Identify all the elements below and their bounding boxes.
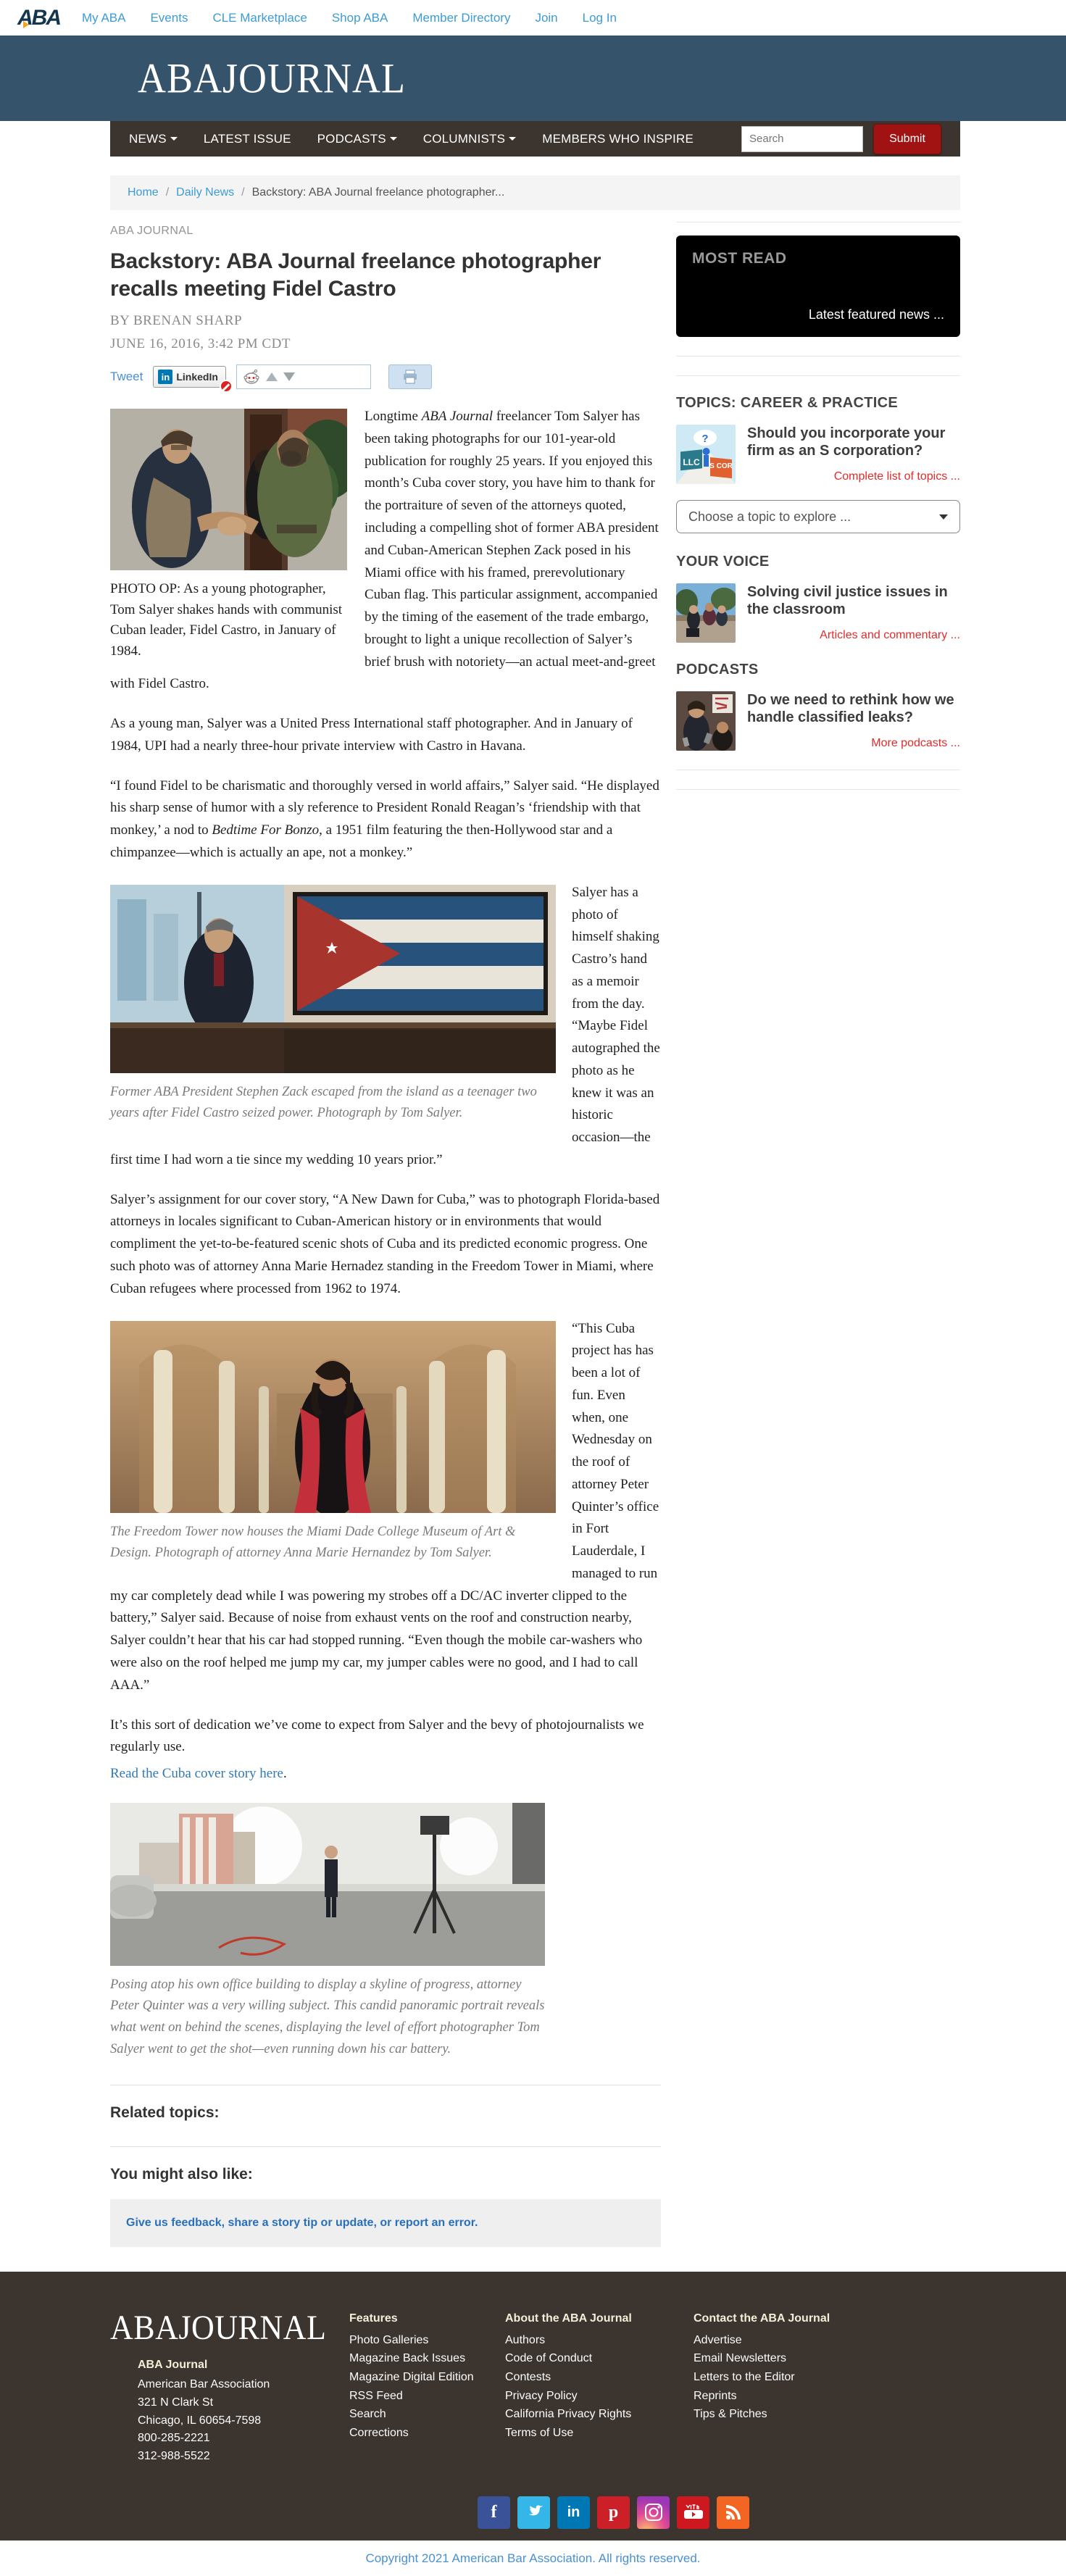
footer-link-tips-pitches[interactable]: Tips & Pitches (694, 2408, 767, 2421)
you-might-also-like-heading: You might also like: (110, 2166, 253, 2183)
main-nav (110, 121, 960, 157)
footer-link-advertise[interactable]: Advertise (694, 2333, 742, 2346)
nav-item-members-who-inspire[interactable] (542, 132, 694, 146)
search-submit-button[interactable]: Submit (873, 124, 941, 154)
rss-icon[interactable] (717, 2496, 749, 2529)
instagram-icon[interactable] (637, 2496, 670, 2529)
aba-logo-triangle-icon (23, 21, 29, 28)
footer-link-photo-galleries[interactable]: Photo Galleries (349, 2333, 429, 2346)
most-read-title: MOST READ (692, 250, 787, 267)
feedback-box (110, 2199, 661, 2247)
footer-column-heading: About the ABA Journal (505, 2312, 632, 2325)
article-date: JUNE 16, 2016, 3:42 PM CDT (110, 336, 291, 352)
paragraph-5: Salyer’s assignment for our cover story, “A New Dawn for Cuba,” was to photograph Florida-based attorneys in locales significant to Cuban-American history or in environments that would compliment the yet-to-be-featured scenic shots of Cuba and its predicted economic progress. One such photo was of attorney Anna Marie Hernadez standing in the Freedom Tower in Miami, where Cuban refugees where processed from 1962 to 1974. (110, 1191, 660, 1296)
nav-item-news-label: NEWS (129, 131, 167, 146)
footer-link-letters-to-the-editor[interactable]: Letters to the Editor (694, 2370, 795, 2383)
podcasts-heading: PODCASTS (676, 662, 759, 678)
utility-link-shop-aba[interactable]: Shop ABA (331, 10, 388, 25)
footer-link-california-privacy-rights[interactable]: California Privacy Rights (505, 2408, 632, 2421)
freedom-tower-image (110, 1321, 556, 1513)
paragraph-2: As a young man, Salyer was a United Press International staff photographer. And in January of 1984, UPI had a nearly three-hour private interview with Castro in Havana. (110, 716, 633, 754)
divider (110, 2146, 661, 2147)
paragraph-1: Longtime ABA Journal freelancer Tom Salyer has been taking photographs for our 101-year-old publication for roughly 25 years. If you enjoyed this month’s Cuba cover story, you have him to thank for the portraiture of seven of the attorneys quoted, including a compelling shot of former ABA president and Cuban-American Stephen Zack posed in his Miami office with his framed, prerevolutionary Cuban flag. This particular assignment, accompanied by the timing of the easement of the trade embargo, brought to light a unique recollection of Salyer’s brief brush with notoriety—an actual meet-and-greet with Fidel Castro. (110, 409, 659, 692)
topic-select[interactable] (676, 500, 960, 533)
downvote-icon[interactable] (283, 372, 295, 381)
photo-caption: The Freedom Tower now houses the Miami Dade College Museum of Art & Design. Photograph of attorney Anna Marie Hernandez by Tom Salyer. (110, 1524, 516, 1561)
feedback-link[interactable]: Give us feedback, share a story tip or update, or report an error. (126, 2217, 478, 2230)
aba-logo-text: ABA (17, 5, 60, 30)
footer-link-magazine-digital-edition[interactable]: Magazine Digital Edition (349, 2370, 474, 2383)
divider (676, 356, 960, 357)
topics-thumbnail[interactable] (676, 425, 736, 484)
youtube-icon[interactable] (677, 2496, 709, 2529)
divider (676, 789, 960, 790)
photo-caption: Posing atop his own office building to display a skyline of progress, attorney Peter Quinter was a very willing subject. This candid panoramic portrait reveals what went on behind the scenes, displaying the level of effort photographer Tom Salyer went to get the shot—even running down his car battery. (110, 1977, 545, 2056)
topics-item-title[interactable]: Should you incorporate your firm as an S corporation? (747, 425, 946, 459)
footer-address-line: Chicago, IL 60654-7598 (138, 2414, 262, 2427)
footer-column-heading: Features (349, 2312, 398, 2325)
footer-link-magazine-back-issues[interactable]: Magazine Back Issues (349, 2352, 466, 2365)
footer-link-email-newsletters[interactable]: Email Newsletters (694, 2352, 787, 2365)
svg-text:S COR: S COR (709, 462, 733, 470)
svg-text:LLC: LLC (683, 457, 700, 467)
breadcrumb-separator: / (241, 186, 245, 199)
share-row (110, 364, 661, 390)
most-read-box (676, 235, 960, 337)
utility-links (82, 11, 617, 25)
utility-link-log-in[interactable]: Log In (582, 10, 617, 25)
footer-address-line: American Bar Association (138, 2378, 270, 2390)
article (110, 222, 661, 2247)
related-topics-heading: Related topics: (110, 2104, 220, 2122)
twitter-icon[interactable] (517, 2496, 550, 2529)
paragraph-7: It’s this sort of dedication we’ve come to expect from Salyer and the bevy of photojournalists we regularly use. (110, 1717, 644, 1755)
footer-about-column (505, 2309, 694, 2466)
footer-link-contests[interactable]: Contests (505, 2370, 551, 2383)
castro-handshake-image (110, 409, 347, 570)
nav-item-news[interactable] (129, 132, 178, 146)
your-voice-item (676, 583, 960, 643)
footer-link-reprints[interactable]: Reprints (694, 2389, 737, 2402)
utility-link-join[interactable]: Join (535, 10, 558, 25)
chevron-down-icon (939, 514, 948, 520)
footer-brand-block (110, 2309, 349, 2466)
nav-item-latest-issue-label: LATEST ISSUE (203, 131, 291, 146)
nav-item-podcasts[interactable] (317, 132, 397, 146)
footer-link-authors[interactable]: Authors (505, 2333, 546, 2346)
paragraph-3: “I found Fidel to be charismatic and thoroughly versed in world affairs,” Salyer said. “He displayed his sharp sense of humor with a sly reference to President Ronald Reagan’s ‘friendship with that monkey,’ a nod to Bedtime For Bonzo, a 1951 film featuring the then-Hollywood star and a chimpanzee—which is actually an ape, not a monkey.” (110, 778, 659, 860)
breadcrumb-current: Backstory: ABA Journal freelance photographer... (251, 186, 505, 199)
utility-nav (0, 0, 1066, 36)
complete-topics-link[interactable]: Complete list of topics ... (833, 470, 960, 483)
your-voice-heading: YOUR VOICE (676, 554, 770, 570)
photo-caption: PHOTO OP: As a young photographer, Tom Salyer shakes hands with communist Cuban leader, Fidel Castro, in January of 1984. (110, 581, 343, 659)
page-title: Backstory: ABA Journal freelance photographer recalls meeting Fidel Castro (110, 249, 601, 301)
topic-select-placeholder: Choose a topic to explore ... (688, 509, 851, 524)
footer-contact-column (694, 2309, 882, 2466)
svg-text:?: ? (701, 433, 709, 445)
footer-address-line: 312-988-5522 (138, 2450, 210, 2463)
photo-caption: Former ABA President Stephen Zack escaped from the island as a teenager two years after Fidel Castro seized power. Photograph by Tom Salyer. (110, 1084, 537, 1121)
sidebar (676, 222, 960, 2247)
footer (0, 2272, 1066, 2540)
footer-address (138, 2356, 349, 2466)
print-icon (402, 370, 418, 384)
facebook-icon[interactable]: f (478, 2496, 510, 2529)
divider (676, 375, 960, 376)
utility-link-member-directory[interactable]: Member Directory (412, 10, 511, 25)
footer-link-corrections[interactable]: Corrections (349, 2426, 409, 2439)
search-input[interactable] (741, 126, 863, 152)
footer-link-privacy-policy[interactable]: Privacy Policy (505, 2389, 578, 2402)
footer-features-column (349, 2309, 505, 2466)
topics-section-heading: TOPICS: CAREER & PRACTICE (676, 395, 899, 411)
abajournal-logo[interactable]: ABAJOURNAL (138, 54, 407, 102)
topics-item (676, 425, 960, 484)
podcasts-item (676, 691, 960, 751)
utility-link-my-aba[interactable]: My ABA (82, 10, 126, 25)
article-byline: BY BRENAN SHARP (110, 313, 243, 329)
articles-commentary-link[interactable]: Articles and commentary ... (820, 628, 960, 641)
nav-item-columnists[interactable] (423, 132, 516, 146)
copyright-bar (0, 2540, 1066, 2576)
photo-zack-flag (110, 885, 556, 1125)
reddit-share-widget[interactable] (236, 364, 371, 389)
pinterest-icon[interactable]: p (597, 2496, 630, 2529)
social-icons-row (188, 2496, 1038, 2529)
linkedin-share-button[interactable] (153, 366, 226, 388)
breadcrumb-home[interactable]: Home (128, 186, 159, 199)
more-podcasts-link[interactable]: More podcasts ... (871, 736, 960, 749)
podcasts-thumbnail[interactable] (676, 691, 736, 751)
tweet-button[interactable]: Tweet (110, 370, 143, 384)
linkedin-icon[interactable]: in (557, 2496, 590, 2529)
chevron-down-icon (170, 137, 178, 141)
footer-address-line: 800-285-2221 (138, 2432, 210, 2445)
nav-item-columnists-label: COLUMNISTS (422, 131, 506, 146)
your-voice-thumbnail[interactable] (676, 583, 736, 643)
blocked-badge-icon (220, 380, 233, 393)
breadcrumb-daily-news[interactable]: Daily News (176, 186, 235, 199)
utility-link-cle-marketplace[interactable]: CLE Marketplace (212, 10, 307, 25)
podcasts-item-title[interactable]: Do we need to rethink how we handle classified leaks? (747, 692, 954, 726)
footer-link-code-of-conduct[interactable]: Code of Conduct (505, 2352, 593, 2365)
nav-item-members-label: MEMBERS WHO INSPIRE (542, 131, 694, 146)
paragraph-6: “This Cuba project has has been a lot of fun. Even when, one Wednesday on the roof of attorney Peter Quinter’s office in Fort Lauderdale, I managed to run my car completely dead while I was powering my strobes off a DC/AC inverter clipped to the battery,” Salyer said. Because of noise from exhaust vents on the roof and construction nearby, Salyer couldn’t hear that his car had stopped running. “Even though the mobile car-washers who were also on the roof helped me jump my car, my jumper cables were no good, and I had to call AAA.” (110, 1320, 659, 1693)
breadcrumb-separator: / (165, 186, 170, 199)
linkedin-share-label: LinkedIn (176, 371, 218, 383)
footer-link-terms-of-use[interactable]: Terms of Use (505, 2426, 574, 2439)
zack-flag-image (110, 885, 556, 1073)
footer-link-search[interactable]: Search (349, 2408, 386, 2421)
cuba-cover-story-link[interactable]: Read the Cuba cover story here (110, 1766, 283, 1782)
print-button[interactable] (388, 364, 432, 389)
footer-column-heading: Contact the ABA Journal (694, 2312, 830, 2325)
latest-featured-news-link[interactable]: Latest featured news ... (808, 307, 944, 322)
reddit-icon (243, 369, 260, 385)
footer-address-heading: ABA Journal (138, 2359, 208, 2372)
copyright-text: Copyright 2021 American Bar Association. All rights reserved. (365, 2551, 701, 2565)
photo-freedom-tower (110, 1321, 556, 1564)
nav-item-podcasts-label: PODCASTS (317, 131, 386, 146)
nav-search-group (741, 124, 941, 154)
article-body (110, 406, 661, 2060)
photo-rooftop (110, 1803, 545, 2060)
chevron-down-icon (390, 137, 397, 141)
linkedin-icon: in (158, 370, 172, 384)
photo-castro-handshake (110, 409, 347, 662)
your-voice-item-title[interactable]: Solving civil justice issues in the classroom (747, 584, 948, 618)
paragraph-4: Salyer has a photo of himself shaking Castro’s hand as a memoir from the day. “Maybe Fidel autographed the photo as he knew it was an historic occasion—the first time I had worn a tie since my wedding 10 years prior.” (110, 884, 660, 1167)
footer-link-rss-feed[interactable]: RSS Feed (349, 2389, 403, 2402)
rooftop-image (110, 1803, 545, 1966)
breadcrumb (110, 175, 960, 210)
nav-item-latest-issue[interactable] (204, 132, 291, 146)
chevron-down-icon (509, 137, 516, 141)
upvote-icon[interactable] (266, 372, 278, 381)
footer-abajournal-logo[interactable]: ABAJOURNAL (110, 2309, 327, 2348)
utility-link-events[interactable]: Events (150, 10, 188, 25)
footer-address-line: 321 N Clark St (138, 2396, 214, 2409)
cover-story-link-line: Read the Cuba cover story here. (110, 1766, 287, 1782)
article-kicker: ABA JOURNAL (110, 225, 193, 237)
aba-logo[interactable] (17, 6, 60, 30)
masthead (0, 36, 1066, 121)
